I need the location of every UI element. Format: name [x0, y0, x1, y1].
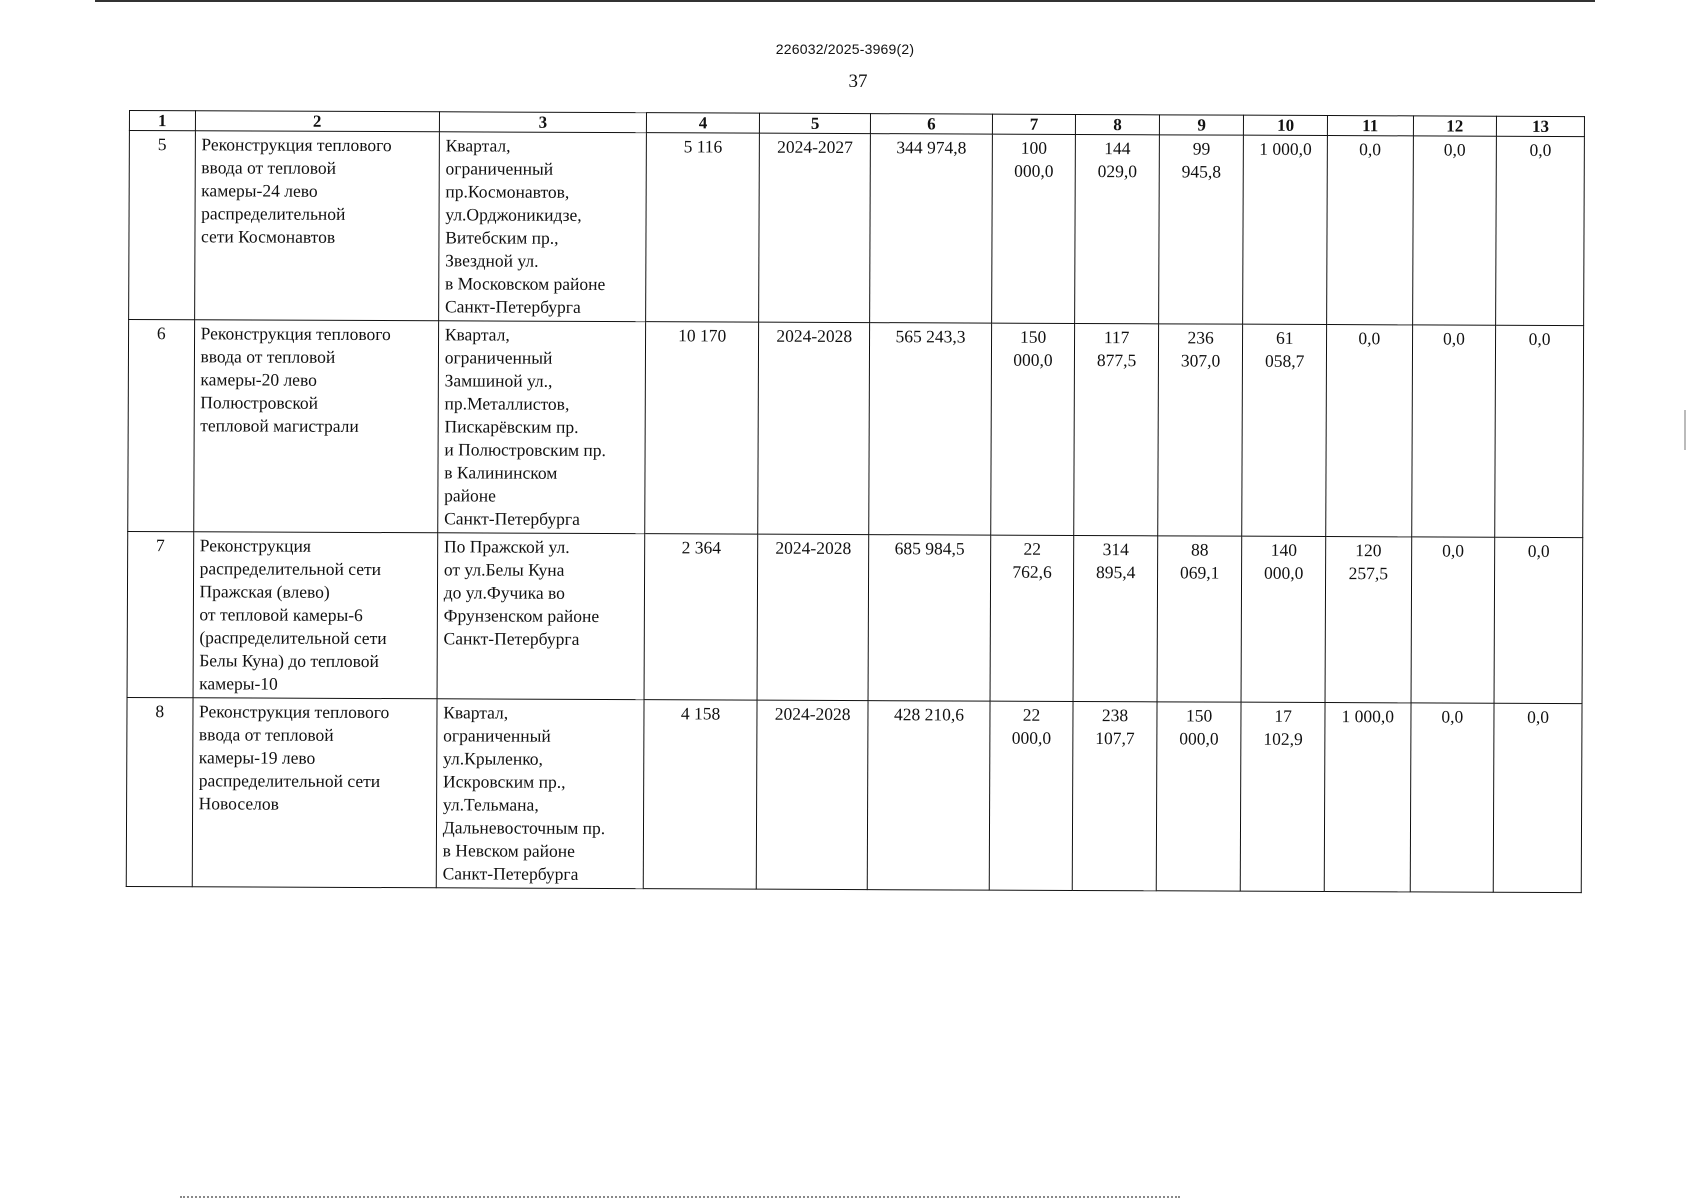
total-cost: 685 984,5 [868, 535, 990, 702]
column-header: 8 [1076, 114, 1160, 134]
cell-col-12: 0,0 [1411, 325, 1495, 537]
project-location: По Пражской ул. от ул.Белы Куна до ул.Фучика во Фрунзенском районе Санкт-Петербурга [437, 533, 645, 700]
period: 2024-2028 [757, 534, 869, 700]
cell-col-9: 99 945,8 [1158, 135, 1243, 324]
cell-col-10: 61 058,7 [1242, 324, 1326, 536]
cell-col-13: 0,0 [1493, 703, 1582, 892]
cell-col-10: 17 102,9 [1241, 702, 1325, 891]
period: 2024-2027 [759, 133, 871, 322]
cell-col-12: 0,0 [1410, 703, 1494, 892]
document-code: 226032/2025-3969(2) [775, 41, 915, 57]
cell-col-8: 314 895,4 [1073, 535, 1157, 701]
cell-col-8: 117 877,5 [1074, 323, 1158, 535]
cell-col-10: 140 000,0 [1241, 536, 1325, 702]
cell-col-10: 1 000,0 [1243, 135, 1327, 324]
project-name: Реконструкция теплового ввода от тепловой камеры-19 лево распределительной сети Новоселов [192, 698, 437, 888]
cell-col-11: 1 000,0 [1324, 703, 1410, 892]
cell-col-8: 238 107,7 [1073, 701, 1157, 890]
row-number: 5 [129, 131, 195, 320]
row-number: 6 [128, 320, 194, 532]
total-cost: 428 210,6 [867, 701, 989, 891]
table-row [129, 131, 1585, 326]
column-header: 10 [1244, 115, 1328, 135]
cell-col-11: 0,0 [1327, 136, 1413, 325]
column-header: 1 [129, 111, 195, 131]
cell-col-12: 0,0 [1411, 537, 1495, 703]
project-location: Квартал, ограниченный ул.Крыленко, Искровским пр., ул.Тельмана, Дальневосточным пр. в Невском районе Санкт-Петербурга [436, 699, 644, 889]
scan-edge-mark [1684, 410, 1686, 450]
cell-col-9: 88 069,1 [1157, 536, 1242, 702]
row-number: 8 [126, 697, 192, 886]
column-header: 6 [871, 114, 993, 135]
table-row [128, 320, 1584, 538]
cell-col-9: 236 307,0 [1158, 324, 1243, 536]
investment-program-table [126, 110, 1585, 893]
column-header: 3 [439, 112, 646, 133]
column-header: 4 [646, 113, 759, 133]
cell-col-13: 0,0 [1496, 136, 1585, 325]
project-location: Квартал, ограниченный Замшиной ул., пр.Металлистов, Пискарёвским пр. и Полюстровским пр. в Калининском районе Санкт-Петербурга [438, 321, 646, 534]
cell-col-8: 144 029,0 [1075, 134, 1159, 323]
cell-col-13: 0,0 [1495, 325, 1584, 537]
project-name: Реконструкция теплового ввода от тепловой камеры-24 лево распределительной сети Космонавтов [194, 131, 439, 321]
cell-col-7: 100 000,0 [991, 134, 1075, 323]
column-header: 13 [1497, 116, 1585, 136]
column-header: 7 [992, 114, 1076, 134]
column-header: 2 [195, 111, 439, 132]
period: 2024-2028 [756, 700, 868, 889]
cell-col-4: 2 364 [644, 534, 758, 700]
period: 2024-2028 [758, 322, 870, 534]
cell-col-7: 150 000,0 [991, 323, 1075, 535]
total-cost: 344 974,8 [870, 134, 992, 324]
cell-col-4: 10 170 [645, 322, 759, 534]
table-row [127, 531, 1583, 703]
cell-col-11: 120 257,5 [1325, 537, 1411, 703]
column-header: 11 [1327, 116, 1413, 136]
table-row [126, 697, 1582, 892]
column-header: 12 [1413, 116, 1497, 136]
cell-col-4: 4 158 [643, 700, 757, 889]
project-name: Реконструкция распределительной сети Пражская (влево) от тепловой камеры-6 (распределительной сети Белы Куна) до тепловой камеры-10 [193, 532, 438, 699]
project-location: Квартал, ограниченный пр.Космонавтов, ул.Орджоникидзе, Витебским пр., Звездной ул. в Московском районе Санкт-Петербурга [438, 132, 646, 322]
cell-col-11: 0,0 [1326, 325, 1413, 537]
scan-top-edge [95, 0, 1595, 2]
total-cost: 565 243,3 [869, 323, 991, 536]
cell-col-4: 5 116 [646, 133, 760, 322]
cell-col-7: 22 000,0 [989, 701, 1073, 890]
column-header: 5 [760, 113, 871, 133]
project-name: Реконструкция теплового ввода от тепловой камеры-20 лево Полюстровской тепловой магистрали [193, 320, 438, 533]
cell-col-9: 150 000,0 [1156, 702, 1241, 891]
scan-bottom-edge [180, 1196, 1180, 1200]
row-number: 7 [127, 531, 193, 697]
column-header: 9 [1159, 115, 1244, 135]
cell-col-12: 0,0 [1412, 136, 1496, 325]
cell-col-13: 0,0 [1494, 537, 1583, 703]
page-number: 37 [848, 71, 868, 92]
cell-col-7: 22 762,6 [990, 535, 1074, 701]
